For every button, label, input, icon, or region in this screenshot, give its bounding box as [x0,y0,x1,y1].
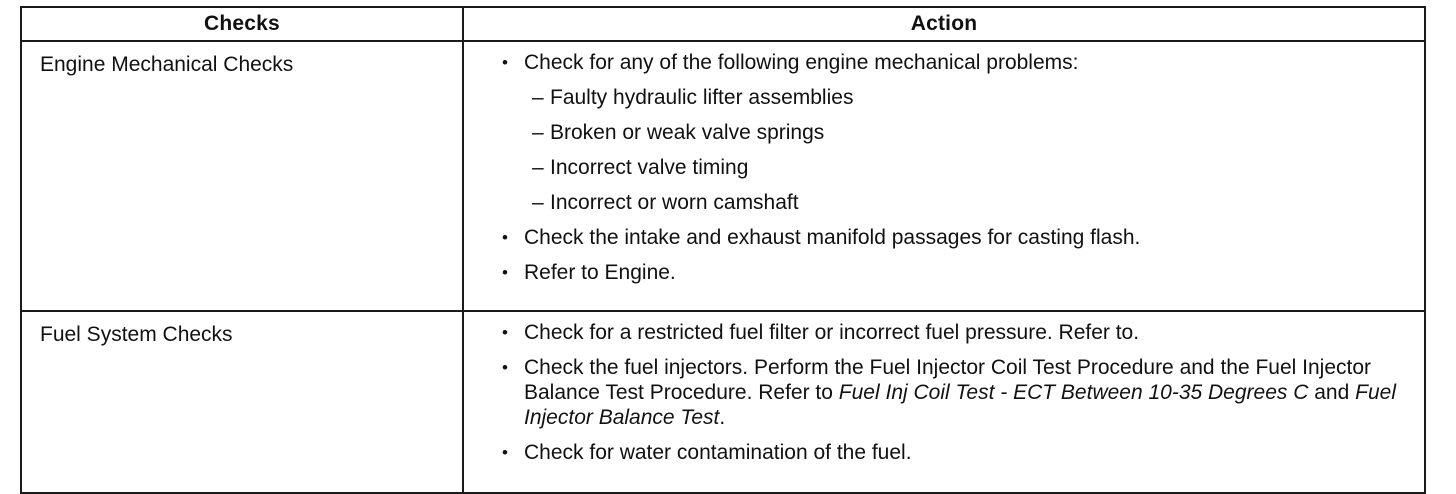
diagnostic-table [20,6,1426,494]
bullet-icon: • [502,443,508,462]
action-item [500,440,1396,465]
action-item [500,320,1396,345]
check-label: Fuel System Checks [40,323,233,346]
table-row [21,41,1425,311]
dash-icon: – [532,86,544,109]
dash-icon: – [532,156,544,179]
sub-item-text: Incorrect valve timing [550,156,749,179]
action-text: Check for a restricted fuel filter or incorrect fuel pressure. Refer to. [524,321,1140,344]
check-label: Engine Mechanical Checks [40,53,294,76]
action-list [500,320,1396,465]
bullet-icon: • [502,263,508,282]
sub-item-text: Faulty hydraulic lifter assemblies [550,86,854,109]
table-row [21,311,1425,493]
action-text: Refer to Engine. [524,261,676,284]
action-cell [463,41,1425,311]
reference-link[interactable]: Fuel Injector Balance Test [524,381,1396,429]
reference-link[interactable]: Fuel Inj Coil Test - ECT Between 10-35 Degrees C [838,381,1309,404]
sub-item [532,190,1396,215]
bullet-icon: • [502,228,508,247]
sub-list [532,85,1396,215]
check-cell [21,311,463,493]
header-row [21,7,1425,41]
header-checks: Checks [21,7,463,41]
bullet-icon: • [502,53,508,72]
action-item [500,260,1396,285]
action-text: Check the intake and exhaust manifold passages for casting flash. [524,226,1141,249]
action-item [500,355,1396,430]
check-cell [21,41,463,311]
bullet-icon: • [502,323,508,342]
action-item [500,225,1396,250]
action-text: Check for water contamination of the fuel. [524,441,912,464]
action-item [500,50,1396,215]
action-text: Check the fuel injectors. Perform the Fuel Injector Coil Test Procedure and the Fuel Injector Balance Test Procedure. Refer to [524,356,1372,404]
action-list [500,50,1396,285]
action-text: Check for any of the following engine mechanical problems: [524,51,1079,74]
action-text-joiner: and [1314,381,1350,404]
dash-icon: – [532,121,544,144]
action-cell [463,311,1425,493]
sub-item [532,155,1396,180]
header-action: Action [463,7,1425,41]
sub-item [532,120,1396,145]
dash-icon: – [532,191,544,214]
sub-item-text: Incorrect or worn camshaft [550,191,799,214]
sub-item [532,85,1396,110]
bullet-icon: • [502,358,508,377]
action-text-end: . [719,406,726,429]
sub-item-text: Broken or weak valve springs [550,121,825,144]
